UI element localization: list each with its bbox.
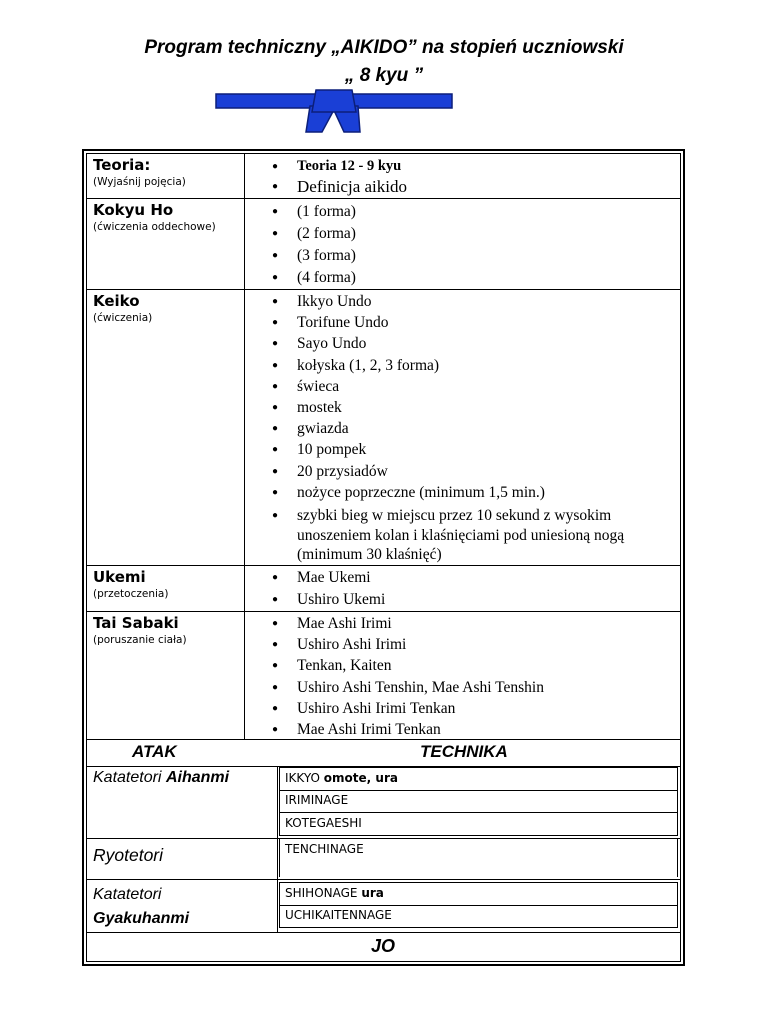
column-header-atak: ATAK <box>132 742 177 761</box>
belt-knot-icon <box>210 88 458 140</box>
list-item: ● 10 pompek <box>247 439 672 460</box>
list-item: ● świeca <box>247 376 672 397</box>
technique-kotegaeshi: KOTEGAESHI <box>285 816 362 830</box>
document-subtitle <box>0 65 768 87</box>
list-item: ● 20 przysiadów <box>247 461 672 482</box>
list-item: ● nożyce poprzeczne (minimum 1,5 min.) <box>247 482 672 503</box>
title-line-2: „ 8 kyu ” <box>344 65 424 86</box>
attack-row-ryotetori <box>87 839 680 880</box>
item-list <box>247 201 356 289</box>
section-tai-sabaki <box>87 612 680 740</box>
attack-name: Katatetori Gyakuhanmi <box>93 886 190 927</box>
section-teoria <box>87 154 680 199</box>
section-ukemi <box>87 566 680 612</box>
list-item: ● (3 forma) <box>247 245 356 267</box>
title-line-1: Program techniczny „AIKIDO” na stopień uczniowski <box>144 37 624 58</box>
item-list <box>247 567 385 611</box>
list-item: ● Sayo Undo <box>247 333 672 354</box>
section-label: Teoria: <box>93 156 151 174</box>
table-header-row <box>87 740 680 767</box>
section-jo-label: JO <box>371 936 396 956</box>
section-sublabel: (Wyjaśnij pojęcia) <box>93 176 186 188</box>
list-item: ● Mae Ukemi <box>247 567 385 589</box>
document-title <box>0 37 768 59</box>
attack-row-katatetori-gyakuhanmi <box>87 880 680 933</box>
list-item: ● Torifune Undo <box>247 312 672 333</box>
section-kokyu-ho <box>87 199 680 290</box>
attack-name: Ryotetori <box>93 845 164 865</box>
list-item: ● Ushiro Ashi Irimi Tenkan <box>247 698 544 719</box>
list-item: ● Mae Ashi Irimi Tenkan <box>247 719 544 740</box>
column-header-technika: TECHNIKA <box>420 742 508 761</box>
list-item: ● Ikkyo Undo <box>247 291 672 312</box>
item-list <box>247 157 407 198</box>
attack-row-katatetori-aihanmi <box>87 767 680 839</box>
item-list <box>247 613 544 740</box>
section-label: Ukemi <box>93 568 146 586</box>
technique-shihonage: SHIHONAGE ura <box>285 886 384 900</box>
list-item: ● (1 forma) <box>247 201 356 223</box>
technique-tenchinage: TENCHINAGE <box>285 842 364 856</box>
list-item: ● kołyska (1, 2, 3 forma) <box>247 355 672 376</box>
list-item: ● mostek <box>247 397 672 418</box>
section-sublabel: (przetoczenia) <box>93 588 169 600</box>
list-item: ● Definicja aikido <box>247 176 407 198</box>
list-item: ● Mae Ashi Irimi <box>247 613 544 634</box>
list-item: ● gwiazda <box>247 418 672 439</box>
section-label: Keiko <box>93 292 140 310</box>
technique-uchikaitennage: UCHIKAITENNAGE <box>285 908 392 922</box>
program-table <box>82 149 685 966</box>
list-item: ● Ushiro Ashi Tenshin, Mae Ashi Tenshin <box>247 677 544 698</box>
list-item: ● szybki bieg w miejscu przez 10 sekund z wysokim unoszeniem kolan i klaśnięciami pod uniesioną nogą (minimum 30 klaśnięć) <box>247 506 672 565</box>
list-item: ● Ushiro Ukemi <box>247 589 385 611</box>
section-sublabel: (ćwiczenia oddechowe) <box>93 221 216 233</box>
section-label: Kokyu Ho <box>93 201 174 219</box>
list-item: ● Tenkan, Kaiten <box>247 655 544 676</box>
section-label: Tai Sabaki <box>93 614 179 632</box>
section-keiko <box>87 290 680 566</box>
list-item: ● (2 forma) <box>247 223 356 245</box>
list-item: ● Teoria 12 - 9 kyu <box>247 157 407 176</box>
section-jo <box>87 933 680 961</box>
attack-name: Katatetori Aihanmi <box>93 769 230 786</box>
section-sublabel: (poruszanie ciała) <box>93 634 187 646</box>
section-sublabel: (ćwiczenia) <box>93 312 153 324</box>
technique-iriminage: IRIMINAGE <box>285 793 349 807</box>
technique-ikkyo: IKKYO omote, ura <box>285 771 398 785</box>
list-item: ● Ushiro Ashi Irimi <box>247 634 544 655</box>
item-list <box>247 291 672 565</box>
list-item: ● (4 forma) <box>247 267 356 289</box>
